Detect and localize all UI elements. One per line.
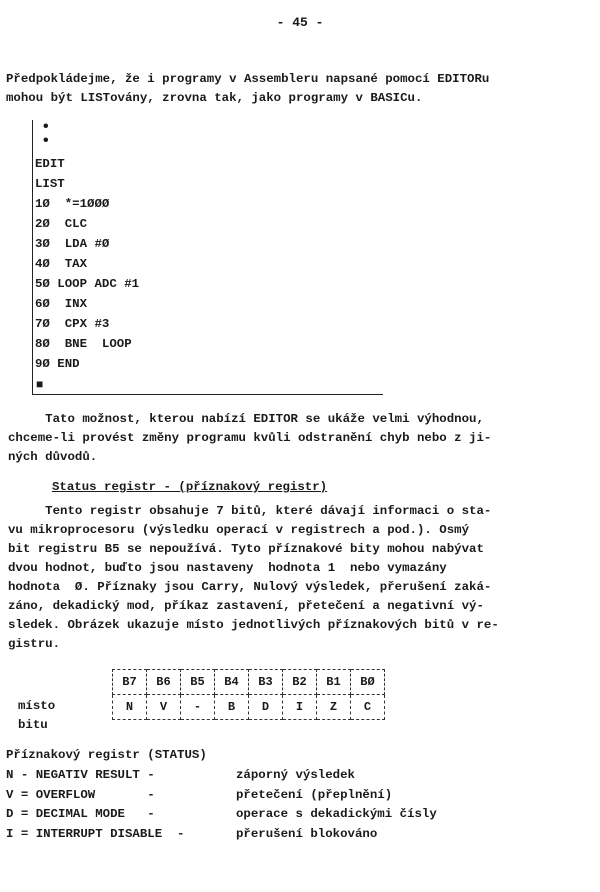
paragraph-line: záno, dekadický mod, příkaz zastavení, přetečení a negativní vý- bbox=[8, 599, 484, 613]
code-ellipsis bbox=[41, 120, 51, 148]
flag-cell: C bbox=[351, 695, 385, 720]
flag-cell: N bbox=[113, 695, 147, 720]
register-label-line1: místo bbox=[18, 699, 56, 713]
flag-name: D = DECIMAL MODE - bbox=[6, 807, 155, 821]
code-line: EDIT bbox=[35, 157, 65, 171]
code-line: 7Ø CPX #3 bbox=[35, 317, 110, 331]
flag-cell: - bbox=[181, 695, 215, 720]
code-line: 5Ø LOOP ADC #1 bbox=[35, 277, 140, 291]
code-listing-box bbox=[32, 120, 383, 395]
bit-cell: BØ bbox=[351, 670, 385, 695]
paragraph-line: vu mikroprocesoru (výsledku operací v registrech a pod.). Osmý bbox=[8, 523, 470, 537]
flag-item-d bbox=[6, 805, 526, 825]
paragraph-line: dvou hodnot, buďto jsou nastaveny hodnota 1 nebo vymazány bbox=[8, 561, 447, 575]
code-line: 1Ø *=1ØØØ bbox=[35, 197, 110, 211]
flag-name: V = OVERFLOW - bbox=[6, 787, 155, 802]
code-line: 4Ø TAX bbox=[35, 257, 88, 271]
code-line: 3Ø LDA #Ø bbox=[35, 237, 110, 251]
bit-cell: B4 bbox=[215, 670, 249, 695]
bit-cell: B2 bbox=[283, 670, 317, 695]
flag-description: přetečení (přeplnění) bbox=[236, 787, 393, 802]
code-line: 8Ø BNE LOOP bbox=[35, 337, 132, 351]
flag-description: záporný výsledek bbox=[236, 768, 355, 782]
bit-cell: B7 bbox=[113, 670, 147, 695]
code-dot: • bbox=[41, 132, 51, 150]
status-title: Příznakový registr (STATUS) bbox=[6, 748, 207, 762]
paragraph-line: bit registru B5 se nepoužívá. Tyto příznakové bity mohou nabývat bbox=[8, 542, 484, 556]
section-heading: Status registr - (příznakový registr) bbox=[52, 480, 328, 494]
flag-cell: B bbox=[215, 695, 249, 720]
bit-cell: B5 bbox=[181, 670, 215, 695]
code-line: 6Ø INX bbox=[35, 297, 88, 311]
code-dot: • bbox=[41, 118, 51, 136]
code-line: 9Ø END bbox=[35, 357, 80, 371]
page-number: - 45 - bbox=[276, 15, 324, 30]
flag-description: přerušení blokováno bbox=[236, 826, 378, 841]
flag-item-i bbox=[6, 825, 526, 845]
register-label-line2: bitu bbox=[18, 718, 48, 732]
bit-cell: B1 bbox=[317, 670, 351, 695]
paragraph-line: hodnota Ø. Příznaky jsou Carry, Nulový výsledek, přerušení zaká- bbox=[8, 580, 492, 594]
flag-name: I = INTERRUPT DISABLE - bbox=[6, 826, 185, 841]
code-line: LIST bbox=[35, 177, 65, 191]
flag-cell: Z bbox=[317, 695, 351, 720]
paragraph-editor bbox=[8, 410, 588, 467]
register-flags-row bbox=[113, 695, 385, 720]
paragraph-line: sledek. Obrázek ukazuje místo jednotlivých příznakových bitů v re- bbox=[8, 618, 499, 632]
paragraph-line: gistru. bbox=[8, 637, 61, 651]
intro-line: mohou být LISTovány, zrovna tak, jako programy v BASICu. bbox=[6, 91, 423, 105]
intro-paragraph bbox=[6, 70, 591, 108]
code-lines bbox=[35, 154, 139, 374]
code-line: 2Ø CLC bbox=[35, 217, 88, 231]
paragraph-line: ných důvodů. bbox=[8, 450, 98, 464]
flag-list bbox=[6, 766, 526, 844]
register-table bbox=[112, 669, 385, 720]
bit-cell: B6 bbox=[147, 670, 181, 695]
paragraph-line: chceme-li provést změny programu kvůli odstranění chyb nebo z ji- bbox=[8, 431, 492, 445]
flag-description: operace s dekadickými čísly bbox=[236, 807, 437, 821]
bit-cell: B3 bbox=[249, 670, 283, 695]
register-bits-row bbox=[113, 670, 385, 695]
paragraph-status bbox=[8, 502, 588, 654]
cursor-mark: ■ bbox=[36, 378, 44, 392]
flag-cell: V bbox=[147, 695, 181, 720]
paragraph-line: Tato možnost, kterou nabízí EDITOR se ukáže velmi výhodnou, bbox=[8, 412, 484, 426]
flag-cell: I bbox=[283, 695, 317, 720]
intro-line: Předpokládejme, že i programy v Assembleru napsané pomocí EDITORu bbox=[6, 72, 490, 86]
flag-cell: D bbox=[249, 695, 283, 720]
flag-name: N - NEGATIV RESULT - bbox=[6, 768, 155, 782]
flag-item-v bbox=[6, 786, 526, 806]
flag-item-n bbox=[6, 766, 526, 786]
paragraph-line: Tento registr obsahuje 7 bitů, které dávají informaci o sta- bbox=[8, 504, 492, 518]
